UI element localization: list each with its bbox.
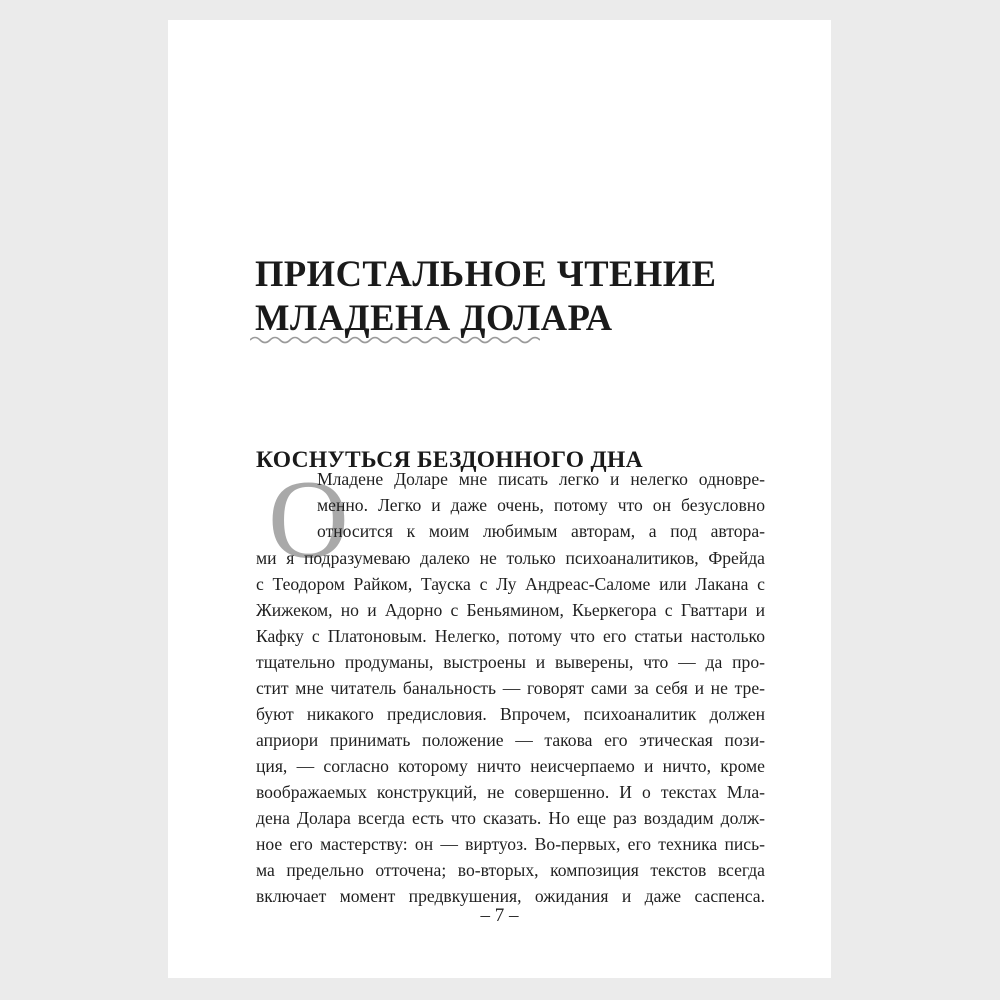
body-line: ное его мастерству: он — виртуоз. Во-первых, его техника пись- <box>256 834 765 854</box>
body-line: воображаемых конструкций, не совершенно. И о текстах Мла- <box>256 782 765 802</box>
chapter-title-line-2: МЛАДЕНА ДОЛАРА <box>255 297 613 338</box>
body-line: менно. Легко и даже очень, потому что он безусловно <box>317 495 765 515</box>
body-line: дена Долара всегда есть что сказать. Но еще раз воздадим долж- <box>256 808 765 828</box>
body-line: стит мне читатель банальность — говорят сами за себя и не тре- <box>256 678 765 698</box>
chapter-title-line-1: ПРИСТАЛЬНОЕ ЧТЕНИЕ <box>255 253 717 294</box>
body-line: буют никакого предисловия. Впрочем, психоаналитик должен <box>256 704 765 724</box>
body-line: Младене Доларе мне писать легко и нелегко одновре- <box>317 469 765 489</box>
body-line: Жижеком, но и Адорно с Беньямином, Кьеркегора с Гваттари и <box>256 600 765 620</box>
body-line: Кафку с Платоновым. Нелегко, потому что его статьи настолько <box>256 626 765 646</box>
body-line: тщательно продуманы, выстроены и выверены, что — да про- <box>256 652 765 672</box>
drop-cap: О <box>268 458 349 582</box>
body-line: ция, — согласно которому ничто неисчерпаемо и ничто, кроме <box>256 756 765 776</box>
body-line: априори принимать положение — такова его этическая пози- <box>256 730 765 750</box>
wavy-underline-ornament <box>250 333 540 347</box>
body-line: включает момент предвкушения, ожидания и даже саспенса. <box>256 886 765 906</box>
chapter-title <box>255 252 717 340</box>
section-heading: КОСНУТЬСЯ БЕЗДОННОГО ДНА <box>256 447 643 473</box>
body-line: ми я подразумеваю далеко не только психоаналитиков, Фрейда <box>256 548 765 568</box>
body-line: относится к моим любимым авторам, а под автора- <box>317 521 765 541</box>
book-page <box>168 20 831 978</box>
body-line: с Теодором Райком, Тауска с Лу Андреас-Саломе или Лакана с <box>256 574 765 594</box>
body-line: ма предельно отточена; во-вторых, композиция текстов всегда <box>256 860 765 880</box>
page-number: – 7 – <box>480 905 519 926</box>
